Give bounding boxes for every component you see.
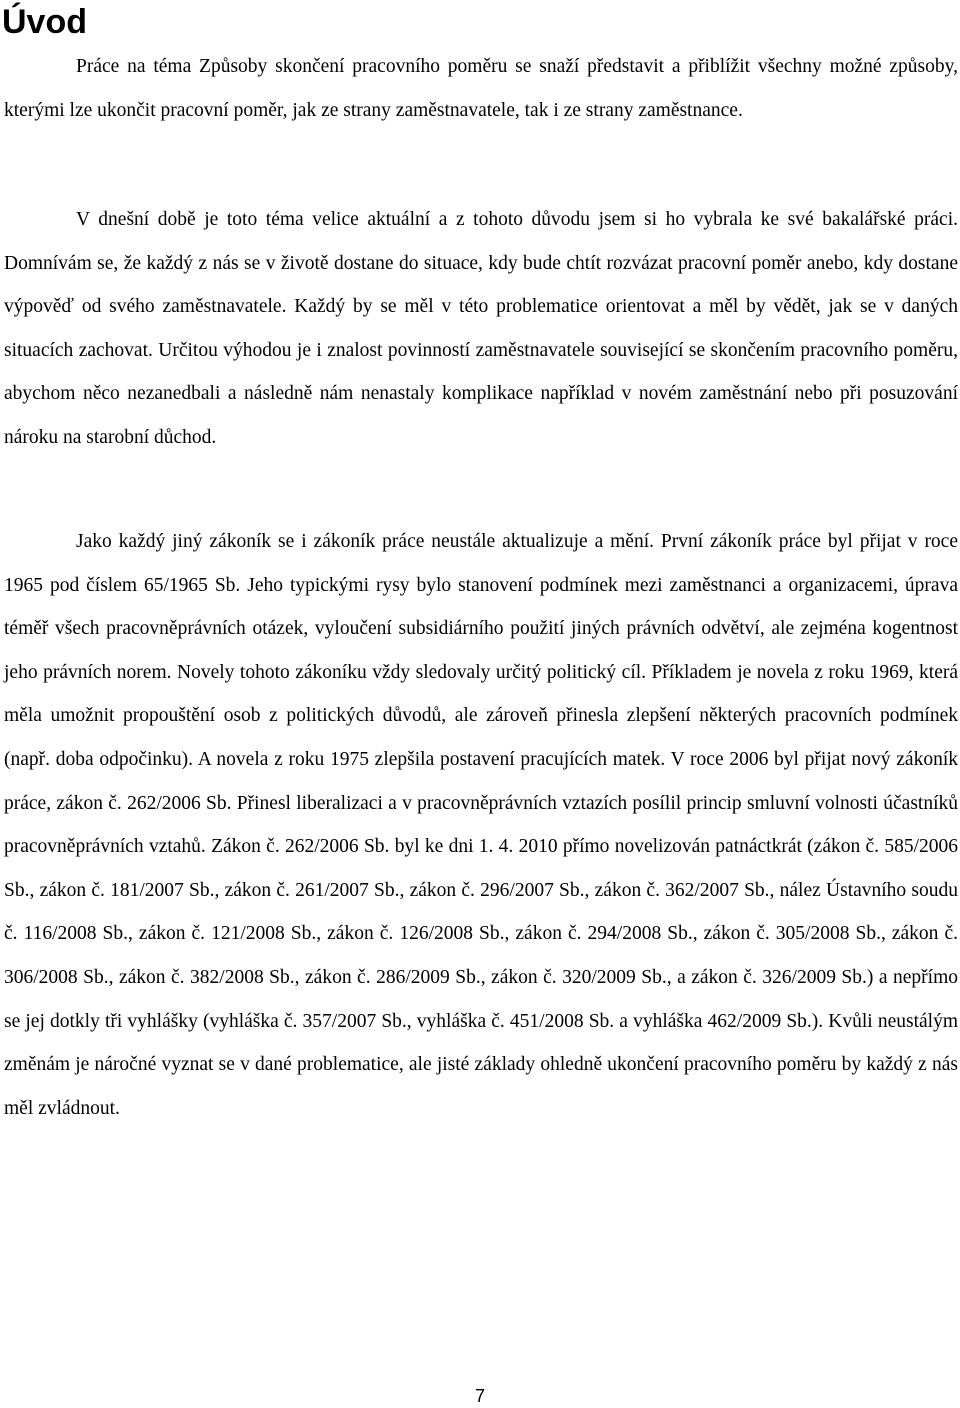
section-heading: Úvod xyxy=(2,3,87,41)
page-number: 7 xyxy=(474,1386,485,1406)
intro-paragraph-1: Práce na téma Způsoby skončení pracovního poměru se snaží představit a přiblížit všechny možné způsoby, kterými lze ukončit pracovní poměr, jak ze strany zaměstnavatele, tak i ze strany zaměstnance. xyxy=(4,56,958,121)
intro-paragraph-3: Jako každý jiný zákoník se i zákoník práce neustále aktualizuje a mění. První zákoník práce byl přijat v roce 1965 pod číslem 65/1965 Sb. Jeho typickými rysy bylo stanovení podmínek mezi zaměstnanci a organizacemi, úprava téměř všech pracovněprávních otázek, vyloučení subsidiárního použití jiných právních odvětví, ale zejména kogentnost jeho právních norem. Novely tohoto zákoníku vždy sledovaly určitý politický cíl. Příkladem je novela z roku 1969, která měla umožnit propouštění osob z politických důvodů, ale zároveň přinesla zlepšení některých pracovních podmínek (např. doba odpočinku). A novela z roku 1975 zlepšila postavení pracujících matek. V roce 2006 byl přijat nový zákoník práce, zákon č. 262/2006 Sb. Přinesl liberalizaci a v pracovněprávních vztazích posílil princip smluvní volnosti účastníků pracovněprávních vztahů. Zákon č. 262/2006 Sb. byl ke dni 1. 4. 2010 přímo novelizován patnáctkrát (zákon č. 585/2006 Sb., zákon č. 181/2007 Sb., zákon č. 261/2007 Sb., zákon č. 296/2007 Sb., zákon č. 362/2007 Sb., nález Ústavního soudu č. 116/2008 Sb., zákon č. 121/2008 Sb., zákon č. 126/2008 Sb., zákon č. 294/2008 Sb., zákon č. 305/2008 Sb., zákon č. 306/2008 Sb., zákon č. 382/2008 Sb., zákon č. 286/2009 Sb., zákon č. 320/2009 Sb., a zákon č. 326/2009 Sb.) a nepřímo se jej dotkly tři vyhlášky (vyhláška č. 357/2007 Sb., vyhláška č. 451/2008 Sb. a vyhláška 462/2009 Sb.). Kvůli neustálým změnám je náročné vyznat se v dané problematice, ale jisté základy ohledně ukončení pracovního poměru by každý z nás měl zvládnout. xyxy=(4,531,958,1119)
intro-paragraph-2: V dnešní době je toto téma velice aktuální a z tohoto důvodu jsem si ho vybrala ke své bakalářské práci. Domnívám se, že každý z nás se v životě dostane do situace, kdy bude chtít rozvázat pracovní poměr anebo, kdy dostane výpověď od svého zaměstnavatele. Každý by se měl v této problematice orientovat a měl by vědět, jak se v daných situacích zachovat. Určitou výhodou je i znalost povinností zaměstnavatele související se skončením pracovního poměru, abychom něco nezanedbali a následně nám nenastaly komplikace například v novém zaměstnání nebo při posuzování nároku na starobní důchod. xyxy=(4,209,958,448)
